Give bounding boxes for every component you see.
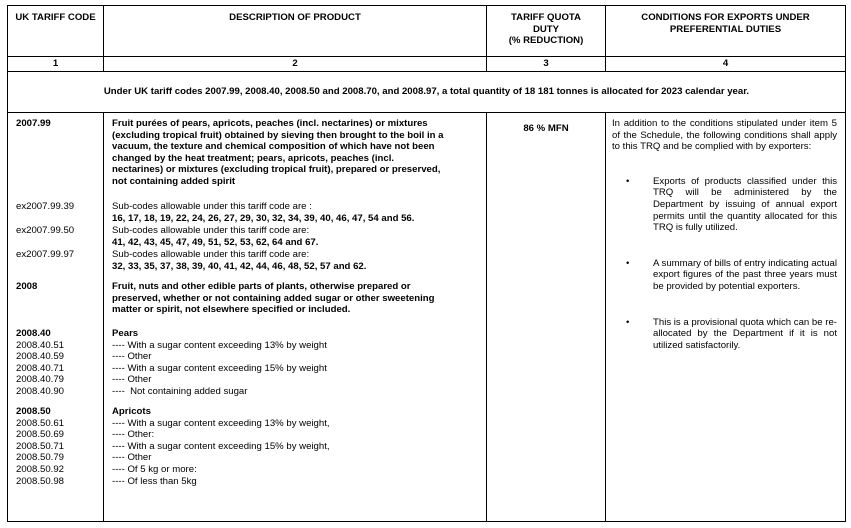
tariff-code: 2008.50.98 [16, 475, 65, 487]
sub-codes-list: 41, 42, 43, 45, 47, 49, 51, 52, 53, 62, 64 and 67. [112, 236, 319, 248]
tariff-code: 2008.50.71 [16, 440, 65, 452]
header-conditions [606, 6, 846, 57]
product-description [112, 118, 482, 201]
product-subitem: ---- Not containing added sugar [112, 385, 248, 397]
tariff-code: ex2007.99.39 [16, 201, 75, 212]
description-line: not containing added spirit [112, 175, 236, 187]
product-subitem: ---- With a sugar content exceeding 15% by weight [112, 362, 327, 374]
tariff-code: 2008 [16, 281, 38, 292]
product-subitem: ---- Of 5 kg or more: [112, 463, 197, 475]
column-number: 3 [487, 57, 606, 72]
description-line: (excluding tropical fruit) obtained by sieving then brought to the boil in a [112, 129, 444, 141]
description-line: Fruit, nuts and other edible parts of plants, otherwise prepared or [112, 281, 411, 292]
tariff-code: 2008.40.71 [16, 362, 65, 374]
column-number-row [8, 57, 846, 72]
header-text: UK TARIFF CODE [15, 12, 96, 23]
duty-cell [487, 113, 606, 522]
tariff-code: 2008.50.69 [16, 429, 65, 441]
condition-bullet [612, 258, 837, 293]
tariff-code: 2007.99 [16, 118, 51, 129]
product-description [112, 281, 482, 328]
header-line: CONDITIONS FOR EXPORTS UNDER [641, 12, 810, 23]
product-group-title: Apricots [112, 405, 151, 417]
sub-codes-block [112, 249, 482, 281]
condition-text: This is a provisional quota which can be re-allocated by the Department if it is not utilized satisfactorily. [653, 316, 837, 351]
header-line: DUTY [532, 23, 560, 35]
tariff-code: ex2007.99.97 [16, 249, 75, 260]
bullet-icon: • [626, 257, 630, 269]
tariff-code: 2008.50.79 [16, 452, 65, 464]
description-cell [104, 113, 487, 522]
header-tariff-quota-duty [487, 6, 606, 57]
description-line: nectarines) or mixtures (excluding tropical fruit), prepared or preserved, [112, 164, 441, 176]
column-number: 4 [606, 57, 846, 72]
tariff-code: 2008.50 [16, 405, 51, 417]
description-line: vacuum, the texture and chemical composition of which have not been [112, 141, 435, 153]
condition-bullet [612, 176, 837, 234]
conditions-cell [606, 113, 846, 522]
header-line: PREFERENTIAL DUTIES [669, 23, 782, 35]
column-number: 2 [104, 57, 487, 72]
product-subitem: ---- With a sugar content exceeding 15% by weight, [112, 440, 330, 452]
header-uk-tariff-code [8, 6, 104, 57]
tariff-code-cell [8, 113, 104, 522]
product-subitem: ---- With a sugar content exceeding 13% by weight, [112, 417, 330, 429]
tariff-code: 2008.40.90 [16, 385, 65, 397]
bullet-icon: • [626, 175, 630, 187]
description-line: Fruit purées of pears, apricots, peaches (incl. nectarines) or mixtures [112, 118, 428, 129]
tariff-code: 2008.40 [16, 328, 51, 339]
description-line: preserved, whether or not containing added sugar or other sweetening [112, 292, 435, 304]
header-row [8, 6, 846, 57]
duty-value: 86 % MFN [523, 123, 569, 134]
product-subitem: ---- With a sugar content exceeding 13% by weight [112, 339, 327, 351]
sub-codes-list: 32, 33, 35, 37, 38, 39, 40, 41, 42, 44, 46, 48, 52, 57 and 62. [112, 260, 367, 272]
bullet-icon: • [626, 316, 630, 328]
tariff-code: 2008.40.59 [16, 351, 65, 363]
sub-codes-label: Sub-codes allowable under this tariff code are : [112, 201, 312, 212]
header-description [104, 6, 487, 57]
product-subitem: ---- Other [112, 374, 152, 386]
condition-bullet [612, 317, 837, 352]
condition-text: Exports of products classified under this TRQ will be administered by the Department by issuing of annual export permits until the quantity allocated for this TRQ is fully utilized. [653, 175, 837, 234]
header-text: DESCRIPTION OF PRODUCT [229, 12, 361, 23]
tariff-code: 2008.50.92 [16, 463, 65, 475]
body-row [8, 113, 846, 522]
header-line: (% REDUCTION) [508, 35, 584, 47]
sub-codes-label: Sub-codes allowable under this tariff code are: [112, 225, 310, 236]
description-line: changed by the heat treatment; pears, apricots, peaches (incl. [112, 152, 395, 164]
tariff-quota-table [7, 5, 846, 522]
product-group-title: Pears [112, 328, 139, 339]
product-subitem: ---- Other: [112, 429, 155, 441]
sub-codes-block [112, 225, 482, 249]
product-subitem: ---- Other [112, 351, 152, 363]
conditions-intro: In addition to the conditions stipulated under item 5 of the Schedule, the following conditions shall apply to this TRQ and be complied with by exporters: [612, 118, 837, 153]
sub-codes-label: Sub-codes allowable under this tariff code are: [112, 249, 310, 260]
allocation-banner: Under UK tariff codes 2007.99, 2008.40, 2008.50 and 2008.70, and 2008.97, a total quantity of 18 181 tonnes is allocated for 2023 calendar year. [8, 72, 846, 113]
sub-codes-block [112, 201, 482, 225]
description-line: matter or spirit, not elsewhere specified or included. [112, 304, 351, 316]
allocation-banner-row [8, 72, 846, 113]
column-number: 1 [8, 57, 104, 72]
tariff-code: 2008.40.79 [16, 374, 65, 386]
sub-codes-list: 16, 17, 18, 19, 22, 24, 26, 27, 29, 30, 32, 34, 39, 40, 46, 47, 54 and 56. [112, 212, 415, 224]
product-subitem: ---- Other [112, 452, 152, 464]
tariff-code: 2008.40.51 [16, 339, 65, 351]
header-line: TARIFF QUOTA [511, 12, 581, 23]
tariff-code: ex2007.99.50 [16, 225, 75, 236]
product-subitem: ---- Of less than 5kg [112, 475, 197, 487]
condition-text: A summary of bills of entry indicating actual export figures of the past three years must be provided by potential exporters. [653, 257, 837, 292]
tariff-code: 2008.50.61 [16, 417, 65, 429]
